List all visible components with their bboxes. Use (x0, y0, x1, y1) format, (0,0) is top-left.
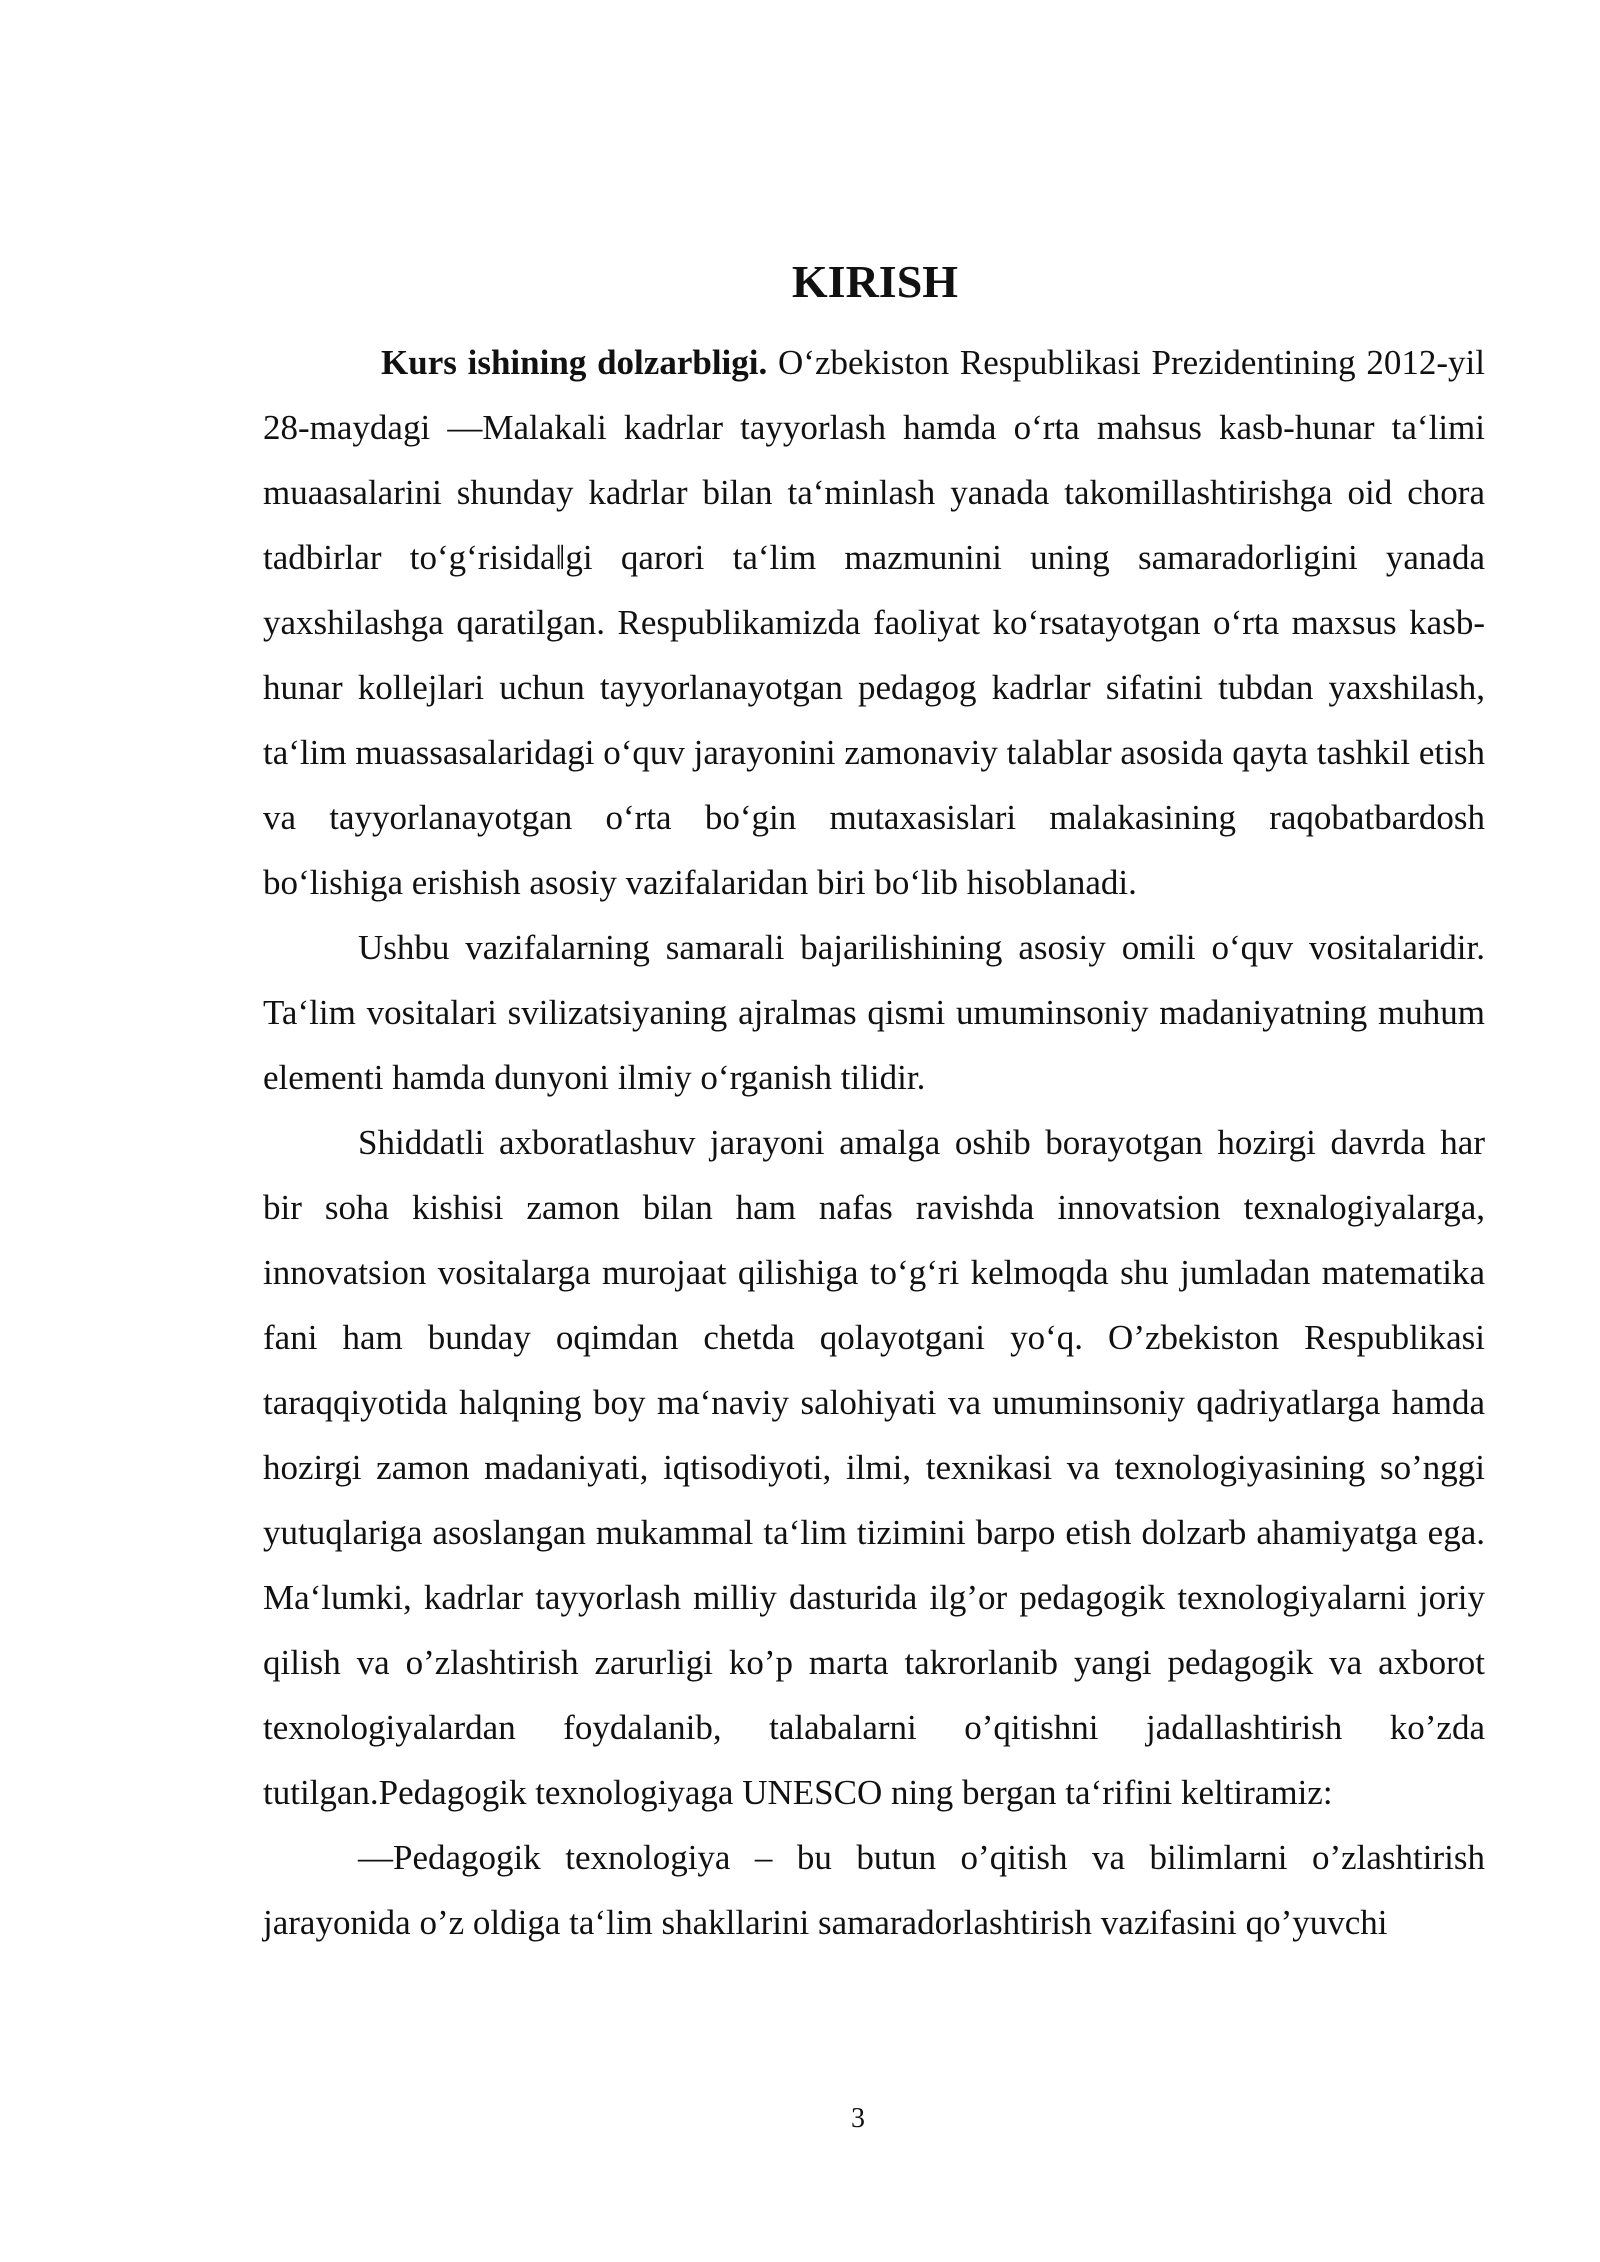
paragraph-relevance (263, 330, 1485, 915)
paragraph-text: O‘zbekiston Respublikasi Prezidentining 2012-yil 28-maydagi ―Malakali kadrlar tayyorlash hamda o‘rta mahsus kasb-hunar ta‘limi muaasalarini shunday kadrlar bilan ta‘minlash yanada takomillashtirishga oid chora tadbirlar to‘g‘risida‖gi qarori ta‘lim mazmunini uning samaradorligini yanada yaxshilashga qaratilgan. Respublikamizda faoliyat ko‘rsatayotgan o‘rta maxsus kasb-hunar kollejlari uchun tayyorlanayotgan pedagog kadrlar sifatini tubdan yaxshilash, ta‘lim muassasalaridagi o‘quv jarayonini zamonaviy talablar asosida qayta tashkil etish va tayyorlanayotgan o‘rta bo‘gin mutaxasislari malakasining raqobatbardosh bo‘lishiga erishish asosiy vazifalaridan biri bo‘lib hisoblanadi. (263, 343, 1485, 902)
page-number: 3 (851, 2103, 865, 2134)
page-title: KIRISH (791, 256, 959, 307)
paragraph-text: Shiddatli axboratlashuv jarayoni amalga oshib borayotgan hozirgi davrda har bir soha kishisi zamon bilan ham nafas ravishda innovatsion texnalogiyalarga, innovatsion vositalarga murojaat qilishiga to‘g‘ri kelmoqda shu jumladan matematika fani ham bunday oqimdan chetda qolayotgani yo‘q. O’zbekiston Respublikasi taraqqiyotida halqning boy ma‘naviy salohiyati va umuminsoniy qadriyatlarga hamda hozirgi zamon madaniyati, iqtisodiyoti, ilmi, texnikasi va texnologiyasining so’nggi yutuqlariga asoslangan mukammal ta‘lim tizimini barpo etish dolzarb ahamiyatga ega. Ma‘lumki, kadrlar tayyorlash milliy dasturida ilg’or pedagogik texnologiyalarni joriy qilish va o’zlashtirish zarurligi ko’p marta takrorlanib yangi pedagogik va axborot texnologiyalardan foydalanib, talabalarni o’qitishni jadallashtirish ko’zda tutilgan.Pedagogik texnologiyaga UNESCO ning bergan ta‘rifini keltiramiz: (263, 1123, 1485, 1812)
paragraph-definition (263, 1825, 1485, 1955)
paragraph-text: Ushbu vazifalarning samarali bajarilishining asosiy omili o‘quv vositalaridir. Ta‘lim vositalari svilizatsiyaning ajralmas qismi umuminsoniy madaniyatning muhum elementi hamda dunyoni ilmiy o‘rganish tilidir. (263, 928, 1485, 1097)
paragraph-tools (263, 915, 1485, 1110)
paragraph-informatization (263, 1110, 1485, 1825)
document-body (263, 330, 1485, 1955)
paragraph-text: ―Pedagogik texnologiya – bu butun o’qitish va bilimlarni o’zlashtirish jarayonida o’z oldiga ta‘lim shakllarini samaradorlashtirish vazifasini qo’yuvchi (263, 1838, 1485, 1942)
paragraph-lead: Kurs ishining dolzarbligi. (381, 343, 768, 382)
